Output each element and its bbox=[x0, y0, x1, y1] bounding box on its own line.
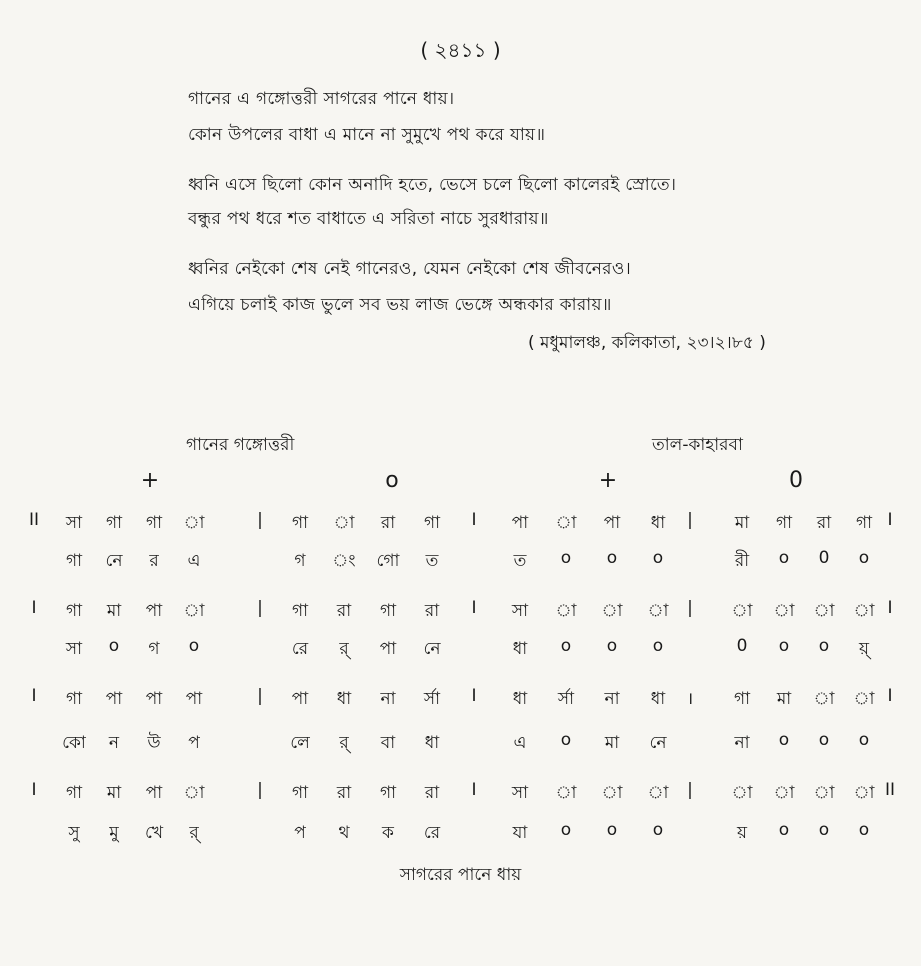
row-start-bar: I bbox=[31, 780, 37, 800]
bar-line: | bbox=[687, 598, 693, 618]
bar-line: | bbox=[687, 780, 693, 800]
note-cell: গা bbox=[291, 601, 309, 621]
note-cell: o bbox=[606, 820, 618, 840]
tala-mark: o bbox=[385, 468, 399, 493]
note-cell: 0 bbox=[736, 636, 748, 656]
note-cell: গা bbox=[105, 513, 123, 533]
note-cell: র্সা bbox=[423, 689, 441, 709]
row-end-bar: I bbox=[887, 510, 893, 530]
note-cell: এ bbox=[187, 551, 201, 571]
note-cell: ত bbox=[425, 551, 439, 571]
note-cell: গা bbox=[291, 783, 309, 803]
note-cell: মা bbox=[604, 733, 620, 753]
note-cell: ত bbox=[513, 551, 527, 571]
bar-line: I bbox=[471, 686, 477, 706]
note-cell: া bbox=[773, 601, 795, 621]
note-cell: ধা bbox=[512, 639, 528, 659]
bar-line: | bbox=[257, 598, 263, 618]
note-cell: না bbox=[604, 689, 620, 709]
note-cell: পা bbox=[145, 783, 163, 803]
note-cell: রে bbox=[291, 639, 309, 659]
note-cell: গা bbox=[65, 689, 83, 709]
tala-mark: + bbox=[140, 468, 160, 493]
note-cell: o bbox=[606, 636, 618, 656]
bar-line: | bbox=[257, 780, 263, 800]
note-cell: মা bbox=[106, 783, 122, 803]
note-cell: সা bbox=[65, 513, 83, 533]
note-cell: া bbox=[555, 513, 577, 533]
note-cell: ধা bbox=[512, 689, 528, 709]
note-cell: o bbox=[652, 636, 664, 656]
note-cell: রা bbox=[816, 513, 832, 533]
note-cell: য়্ bbox=[858, 639, 869, 659]
note-cell: সা bbox=[511, 783, 529, 803]
note-cell: া bbox=[853, 689, 875, 709]
note-cell: o bbox=[652, 820, 664, 840]
note-cell: 0 bbox=[818, 548, 830, 568]
note-cell: পা bbox=[379, 639, 397, 659]
note-cell: া bbox=[555, 601, 577, 621]
note-cell: বা bbox=[380, 733, 396, 753]
note-cell: পা bbox=[145, 601, 163, 621]
note-cell: া bbox=[853, 601, 875, 621]
note-cell: কো bbox=[62, 733, 86, 753]
bar-line: I bbox=[471, 510, 477, 530]
note-cell: o bbox=[560, 730, 572, 750]
note-cell: o bbox=[560, 548, 572, 568]
note-cell: র্সা bbox=[557, 689, 575, 709]
note-cell: পা bbox=[185, 689, 203, 709]
note-cell: o bbox=[858, 730, 870, 750]
note-cell: গ bbox=[148, 639, 160, 659]
note-cell: থ bbox=[338, 823, 350, 843]
tala-mark: + bbox=[598, 468, 618, 493]
note-cell: এ bbox=[513, 733, 527, 753]
note-cell: o bbox=[858, 820, 870, 840]
note-cell: লে bbox=[290, 733, 310, 753]
note-cell: o bbox=[778, 820, 790, 840]
notation-row bbox=[0, 636, 921, 666]
note-cell: ক bbox=[382, 823, 394, 843]
note-cell: র্ bbox=[339, 733, 349, 753]
bar-line: । bbox=[686, 689, 694, 709]
note-cell: প bbox=[188, 733, 200, 753]
note-cell: া bbox=[333, 513, 355, 533]
notation-footer: সাগরের পানে ধায় bbox=[399, 865, 522, 885]
note-cell: মা bbox=[734, 513, 750, 533]
note-cell: গা bbox=[291, 513, 309, 533]
note-cell: নে bbox=[423, 639, 441, 659]
note-cell: গ bbox=[294, 551, 306, 571]
note-cell: o bbox=[188, 636, 200, 656]
note-cell: া bbox=[813, 601, 835, 621]
poem-line: বন্ধুর পথ ধরে শত বাধাতে এ সরিতা নাচে সুরধারায়॥ bbox=[188, 209, 549, 229]
row-end-bar: I bbox=[887, 598, 893, 618]
note-cell: পা bbox=[145, 689, 163, 709]
note-cell: া bbox=[647, 601, 669, 621]
note-cell: o bbox=[560, 820, 572, 840]
note-cell: ধা bbox=[424, 733, 440, 753]
note-cell: ধা bbox=[650, 689, 666, 709]
note-cell: o bbox=[108, 636, 120, 656]
notation-row bbox=[0, 510, 921, 540]
note-cell: ং bbox=[332, 551, 356, 571]
note-cell: o bbox=[778, 548, 790, 568]
poem-line: ধ্বনির নেইকো শেষ নেই গানেরও, যেমন নেইকো শেষ জীবনেরও। bbox=[188, 259, 632, 279]
note-cell: পা bbox=[603, 513, 621, 533]
note-cell: রী bbox=[734, 551, 750, 571]
note-cell: া bbox=[183, 601, 205, 621]
note-cell: খে bbox=[144, 823, 164, 843]
note-cell: া bbox=[813, 783, 835, 803]
note-cell: া bbox=[773, 783, 795, 803]
notation-row bbox=[0, 598, 921, 628]
note-cell: ন bbox=[108, 733, 120, 753]
note-cell: গা bbox=[733, 689, 751, 709]
notation-row bbox=[0, 820, 921, 850]
bar-line: | bbox=[687, 510, 693, 530]
note-cell: উ bbox=[147, 733, 161, 753]
poem-line: এগিয়ে চলাই কাজ ভুলে সব ভয় লাজ ভেঙ্গে অন্ধকার কারায়॥ bbox=[188, 295, 612, 315]
note-cell: রা bbox=[424, 783, 440, 803]
notation-row bbox=[0, 686, 921, 716]
note-cell: া bbox=[731, 783, 753, 803]
note-cell: র্ bbox=[189, 823, 199, 843]
tala-mark: 0 bbox=[789, 468, 803, 493]
note-cell: নে bbox=[649, 733, 667, 753]
note-cell: গা bbox=[65, 783, 83, 803]
note-cell: o bbox=[858, 548, 870, 568]
note-cell: রে bbox=[423, 823, 441, 843]
note-cell: সু bbox=[68, 823, 80, 843]
note-cell: না bbox=[380, 689, 396, 709]
note-cell: গা bbox=[855, 513, 873, 533]
note-cell: o bbox=[652, 548, 664, 568]
note-cell: গা bbox=[65, 601, 83, 621]
note-cell: গা bbox=[379, 783, 397, 803]
note-cell: রা bbox=[336, 783, 352, 803]
note-cell: গা bbox=[775, 513, 793, 533]
row-start-bar: I bbox=[31, 686, 37, 706]
row-end-bar: II bbox=[884, 780, 896, 800]
notation-row bbox=[0, 548, 921, 578]
tala-name: তাল-কাহারবা bbox=[652, 435, 743, 455]
note-cell: সা bbox=[511, 601, 529, 621]
note-cell: রা bbox=[336, 601, 352, 621]
note-cell: পা bbox=[291, 689, 309, 709]
notation-row bbox=[0, 780, 921, 810]
note-cell: সা bbox=[65, 639, 83, 659]
note-cell: া bbox=[183, 513, 205, 533]
bar-line: I bbox=[471, 780, 477, 800]
page-number: ( ২৪১১ ) bbox=[420, 38, 501, 62]
poem-line: কোন উপলের বাধা এ মানে না সুমুখে পথ করে যায়॥ bbox=[188, 125, 546, 145]
note-cell: না bbox=[734, 733, 750, 753]
note-cell: মা bbox=[776, 689, 792, 709]
note-cell: া bbox=[601, 783, 623, 803]
note-cell: গা bbox=[65, 551, 83, 571]
note-cell: o bbox=[818, 820, 830, 840]
note-cell: মা bbox=[106, 601, 122, 621]
note-cell: ধা bbox=[650, 513, 666, 533]
row-end-bar: I bbox=[887, 686, 893, 706]
note-cell: গা bbox=[379, 601, 397, 621]
note-cell: পা bbox=[105, 689, 123, 709]
note-cell: ধা bbox=[336, 689, 352, 709]
note-cell: া bbox=[813, 689, 835, 709]
poem-line: গানের এ গঙ্গোত্তরী সাগরের পানে ধায়। bbox=[188, 89, 455, 109]
note-cell: া bbox=[731, 601, 753, 621]
note-cell: া bbox=[183, 783, 205, 803]
row-start-bar: II bbox=[28, 510, 40, 530]
note-cell: গো bbox=[376, 551, 400, 571]
note-cell: রা bbox=[424, 601, 440, 621]
note-cell: o bbox=[818, 636, 830, 656]
notation-row bbox=[0, 730, 921, 760]
note-cell: o bbox=[560, 636, 572, 656]
note-cell: মু bbox=[109, 823, 119, 843]
note-cell: র bbox=[149, 551, 159, 571]
note-cell: া bbox=[647, 783, 669, 803]
note-cell: প bbox=[294, 823, 306, 843]
poem-line: ধ্বনি এসে ছিলো কোন অনাদি হতে, ভেসে চলে ছিলো কালেরই স্রোতে। bbox=[188, 175, 677, 195]
note-cell: া bbox=[555, 783, 577, 803]
note-cell: পা bbox=[511, 513, 529, 533]
row-start-bar: I bbox=[31, 598, 37, 618]
note-cell: য় bbox=[736, 823, 747, 843]
note-cell: o bbox=[778, 636, 790, 656]
note-cell: o bbox=[778, 730, 790, 750]
note-cell: র্ bbox=[339, 639, 349, 659]
note-cell: যা bbox=[512, 823, 528, 843]
note-cell: নে bbox=[105, 551, 123, 571]
note-cell: গা bbox=[423, 513, 441, 533]
bar-line: I bbox=[471, 598, 477, 618]
note-cell: া bbox=[601, 601, 623, 621]
note-cell: o bbox=[818, 730, 830, 750]
note-cell: গা bbox=[145, 513, 163, 533]
notation-song-title: গানের গঙ্গোত্তরী bbox=[186, 435, 295, 455]
bar-line: | bbox=[257, 510, 263, 530]
note-cell: o bbox=[606, 548, 618, 568]
poem-source: ( মধুমালঞ্চ, কলিকাতা, ২৩।২।৮৫ ) bbox=[528, 333, 766, 353]
bar-line: | bbox=[257, 686, 263, 706]
note-cell: রা bbox=[380, 513, 396, 533]
note-cell: া bbox=[853, 783, 875, 803]
